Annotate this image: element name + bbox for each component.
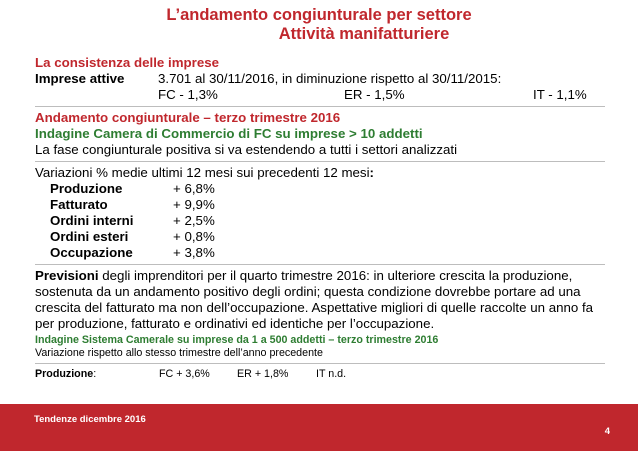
title-line-2: Attività manifatturiere <box>278 25 450 43</box>
metric-value: + 0,8% <box>173 229 215 244</box>
metric-label: Fatturato <box>50 197 108 212</box>
sistema-produzione-label-wrap <box>35 367 96 381</box>
divider <box>35 264 605 265</box>
metric-fatturato <box>35 197 605 213</box>
variazioni-colon: : <box>369 165 374 180</box>
imprese-attive-text: 3.701 al 30/11/2016, in diminuzione rispetto al 30/11/2015: <box>158 71 502 86</box>
previsioni-paragraph <box>35 268 605 332</box>
consistenza-er: ER - 1,5% <box>344 87 405 102</box>
metric-value: + 6,8% <box>173 181 215 196</box>
sistema-colon: : <box>93 368 97 380</box>
consistenza-fc: FC - 1,3% <box>158 87 218 102</box>
andamento-text: La fase congiunturale positiva si va estendendo a tutti i settori analizzati <box>35 142 458 157</box>
metric-value: + 2,5% <box>173 213 215 228</box>
sistema-it: IT n.d. <box>316 368 347 380</box>
sistema-er: ER + 1,8% <box>237 368 289 380</box>
metric-label: Ordini interni <box>50 213 134 228</box>
divider <box>35 363 605 364</box>
divider <box>35 106 605 107</box>
consistenza-regions-row <box>35 87 605 103</box>
page-number: 4 <box>604 426 610 437</box>
sistema-produzione-label: Produzione <box>35 368 94 380</box>
andamento-subheading: Indagine Camera di Commercio di FC su imprese > 10 addetti <box>35 126 423 141</box>
previsioni-bold: Previsioni <box>35 268 99 283</box>
metric-label: Occupazione <box>50 245 133 260</box>
sistema-fc: FC + 3,6% <box>159 368 210 380</box>
sistema-subtitle: Variazione rispetto allo stesso trimestre dell’anno precedente <box>35 347 323 359</box>
consistenza-heading: La consistenza delle imprese <box>35 55 220 70</box>
variazioni-intro-text: Variazioni % medie ultimi 12 mesi sui precedenti 12 mesi <box>35 165 370 180</box>
imprese-attive-row <box>35 71 605 87</box>
slide-title <box>0 6 638 44</box>
metric-ordini-interni <box>35 213 605 229</box>
metric-label: Ordini esteri <box>50 229 129 244</box>
metric-ordini-esteri <box>35 229 605 245</box>
metric-produzione <box>35 181 605 197</box>
metric-occupazione <box>35 245 605 261</box>
title-line-1: L’andamento congiunturale per settore <box>166 6 472 24</box>
slide-content <box>35 55 605 381</box>
imprese-attive-label: Imprese attive <box>35 71 125 86</box>
consistenza-it: IT - 1,1% <box>533 87 587 102</box>
footer-bar <box>0 404 638 451</box>
sistema-produzione-row <box>35 367 605 381</box>
metric-label: Produzione <box>50 181 123 196</box>
metric-value: + 3,8% <box>173 245 215 260</box>
variazioni-intro <box>35 165 605 181</box>
metric-value: + 9,9% <box>173 197 215 212</box>
previsioni-text: degli imprenditori per il quarto trimestre 2016: in ulteriore crescita la produzione, sostenuta da un andamento positivo degli ordini; questa condizione dovrebbe portare ad una crescita del fatturato ma non dell’occupazione. Aspettative migliori di quelle raccolte un anno fa per produzione, fatturato e ordinativi ed identiche per l’occupazione. <box>35 268 594 331</box>
sistema-heading: Indagine Sistema Camerale su imprese da 1 a 500 addetti – terzo trimestre 2016 <box>35 334 439 346</box>
divider <box>35 161 605 162</box>
variazioni-list <box>35 181 605 261</box>
andamento-heading: Andamento congiunturale – terzo trimestre 2016 <box>35 110 341 125</box>
footer-text: Tendenze dicembre 2016 <box>34 414 146 425</box>
